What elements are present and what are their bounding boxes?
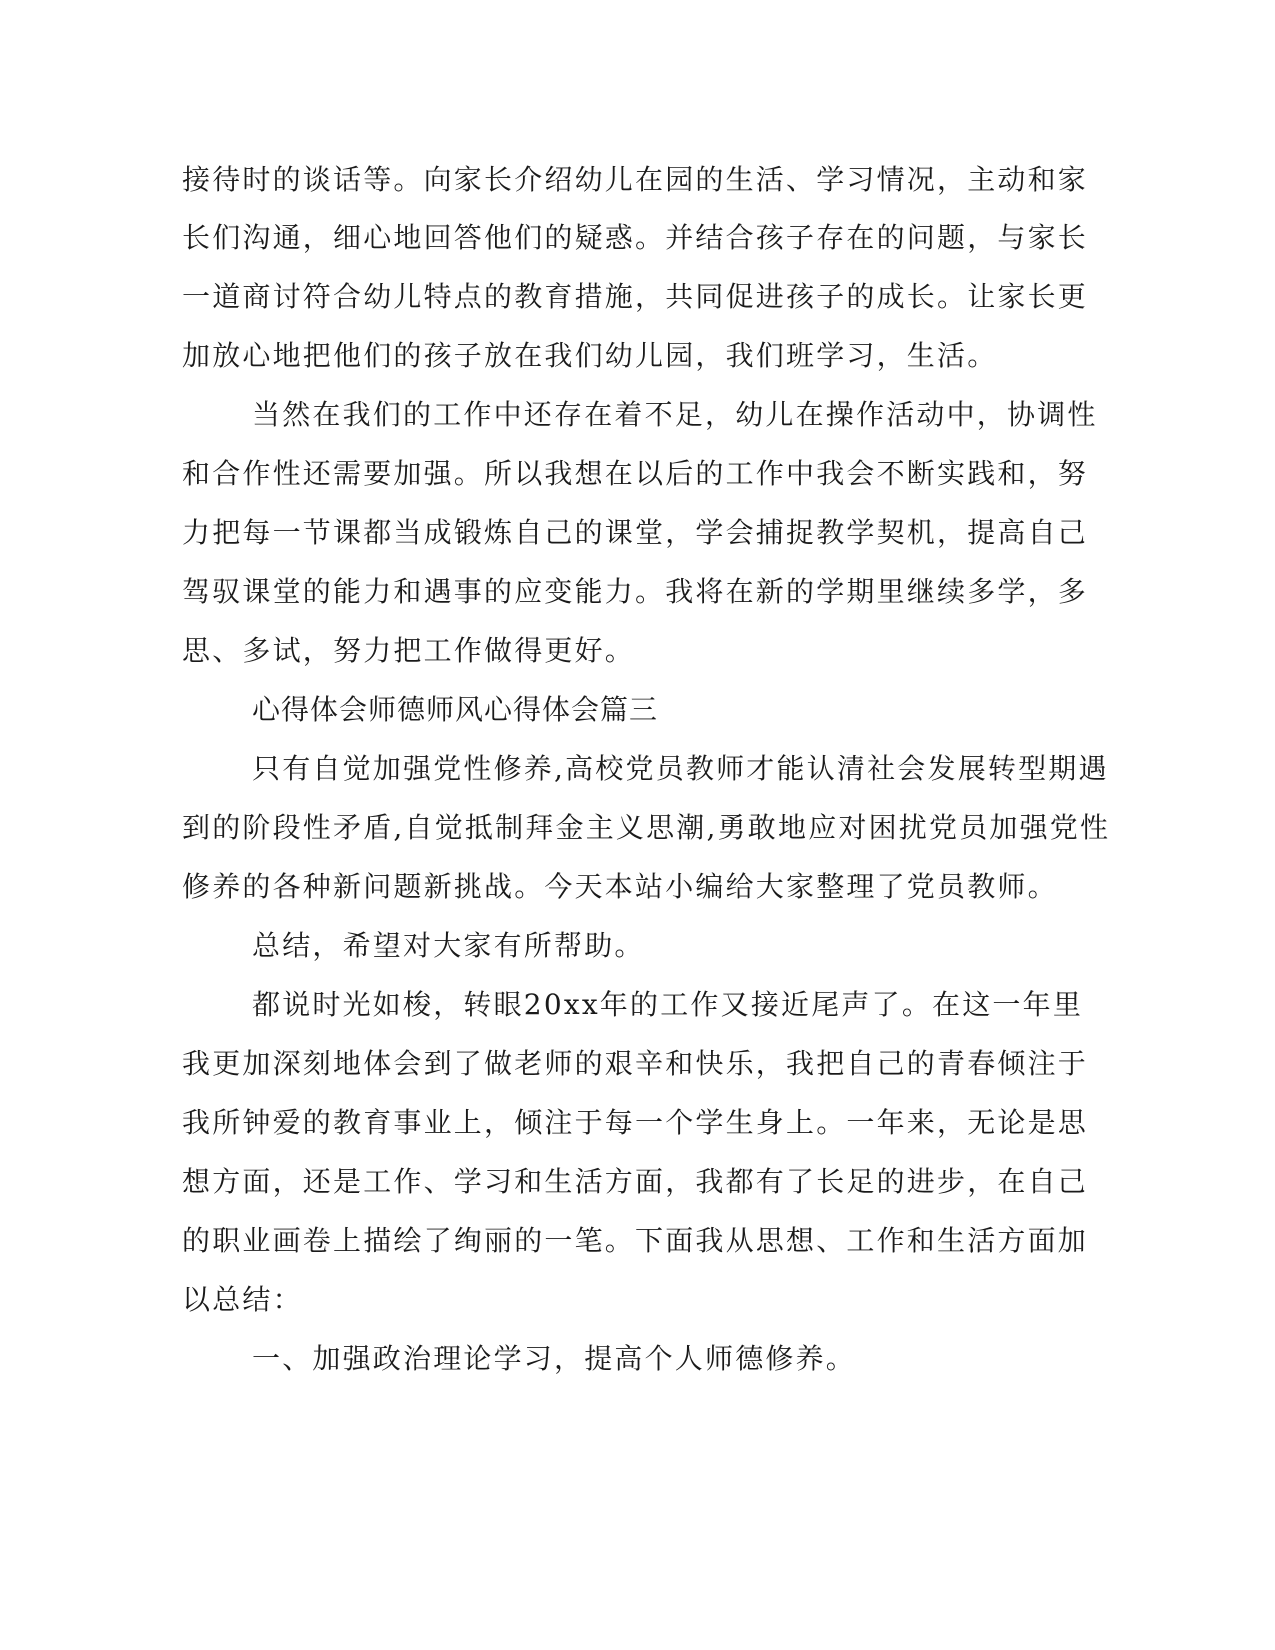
text-line: 驾驭课堂的能力和遇事的应变能力。我将在新的学期里继续多学，多 <box>182 575 1089 608</box>
text-line: 长们沟通，细心地回答他们的疑惑。并结合孩子存在的问题，与家长 <box>182 221 1089 254</box>
text-line: 总结，希望对大家有所帮助。 <box>252 929 645 962</box>
text-line: 都说时光如梭，转眼20xx年的工作又接近尾声了。在这一年里 <box>252 988 1084 1021</box>
text-line: 只有自觉加强党性修养,高校党员教师才能认清社会发展转型期遇 <box>252 752 1109 785</box>
text-line: 思、多试，努力把工作做得更好。 <box>182 634 636 667</box>
text-line: 我所钟爱的教育事业上，倾注于每一个学生身上。一年来，无论是思 <box>182 1106 1089 1139</box>
text-line: 的职业画卷上描绘了绚丽的一笔。下面我从思想、工作和生活方面加 <box>182 1224 1089 1257</box>
text-line: 修养的各种新问题新挑战。今天本站小编给大家整理了党员教师。 <box>182 870 1058 903</box>
text-line: 到的阶段性矛盾,自觉抵制拜金主义思潮,勇敢地应对困扰党员加强党性 <box>182 811 1111 844</box>
text-line: 我更加深刻地体会到了做老师的艰辛和快乐，我把自己的青春倾注于 <box>182 1047 1089 1080</box>
text-line: 和合作性还需要加强。所以我想在以后的工作中我会不断实践和，努 <box>182 457 1089 490</box>
text-line: 接待时的谈话等。向家长介绍幼儿在园的生活、学习情况，主动和家 <box>182 163 1089 196</box>
text-line: 以总结： <box>182 1283 303 1316</box>
section-heading: 心得体会师德师风心得体会篇三 <box>252 693 659 726</box>
text-line: 一、加强政治理论学习，提高个人师德修养。 <box>252 1342 857 1375</box>
text-line: 一道商讨符合幼儿特点的教育措施，共同促进孩子的成长。让家长更 <box>182 280 1089 313</box>
text-line: 力把每一节课都当成锻炼自己的课堂，学会捕捉教学契机，提高自己 <box>182 516 1089 549</box>
text-line: 当然在我们的工作中还存在着不足，幼儿在操作活动中，协调性 <box>252 398 1098 431</box>
text-line: 想方面，还是工作、学习和生活方面，我都有了长足的进步，在自己 <box>182 1165 1089 1198</box>
text-line: 加放心地把他们的孩子放在我们幼儿园，我们班学习，生活。 <box>182 339 998 372</box>
